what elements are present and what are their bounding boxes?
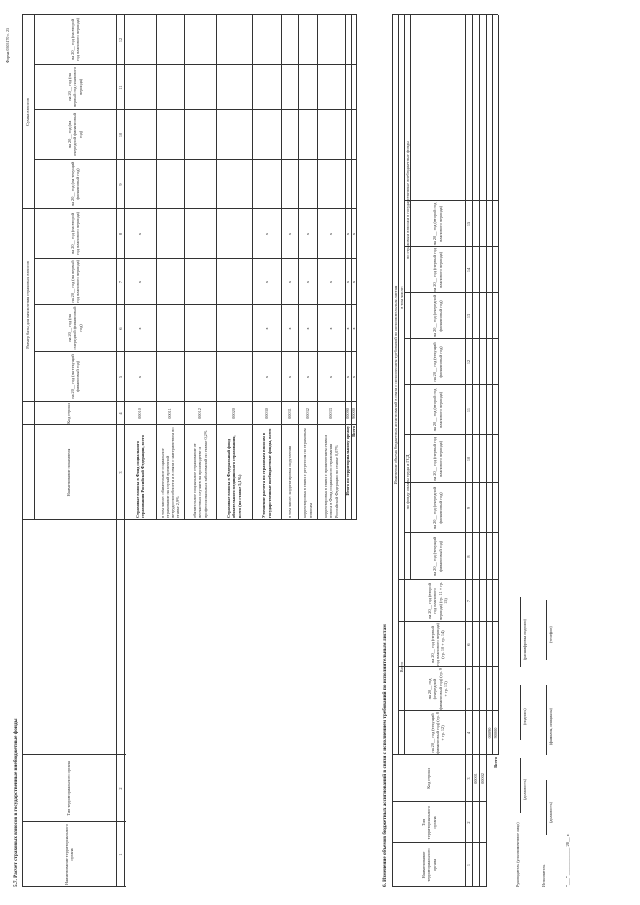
col-number: 8 (117, 232, 123, 236)
col-number: 11 (466, 407, 472, 413)
row-code: 00090 (487, 727, 492, 739)
row-name: обязательное социальное страхование от несчастных случаев на производстве и профессиональных заболеваний по ставке 0,2% (192, 430, 208, 518)
col-number: 12 (117, 37, 123, 43)
row-code: 00012 (197, 408, 203, 419)
col-number: 6 (466, 643, 472, 646)
row-code: 00002 (480, 773, 486, 784)
col-indicator-header: Наименование показателя (66, 448, 72, 497)
sum-year-1: на 20__ год (на текущий финансовый год) (69, 161, 80, 207)
row-name: в том числе: корректировка округления (286, 446, 292, 518)
col-number: 6 (117, 327, 123, 330)
col-number: 2 (117, 787, 123, 790)
x-cell: x (345, 327, 351, 330)
x-cell: x (286, 327, 292, 330)
col-org-type-header: Тип территориального органа (66, 761, 72, 816)
col-number: 15 (466, 221, 472, 227)
row-code: 00031 (286, 408, 292, 419)
total-year-4: на 20__ год (второй год планового периода) (гр. 11 + гр. 15) (427, 581, 448, 621)
executor-fio-caption: (фамилия, инициалы) (548, 708, 553, 745)
x-cell: x (137, 375, 143, 379)
row-code: 00010 (137, 408, 143, 419)
x-cell: x (286, 232, 292, 236)
col-number: 8 (466, 555, 472, 558)
col-number: 1 (117, 853, 123, 856)
row-code: 90000 (493, 727, 498, 739)
payroll-year-1: на 20__ год (текущий финансовый год) (432, 536, 443, 577)
insurance-header: по страховым взносам в государственные внебюджетные фонды (405, 140, 410, 260)
form-label: Форма 0505170 с. 25 (5, 27, 10, 63)
payroll-year-3: на 20__ год (первый год планового периода) (432, 437, 443, 481)
x-cell: x (263, 327, 269, 330)
total-year-3: на 20__ год (первый год планового периода) (гр. 10 + гр. 14) (429, 623, 446, 666)
row-name: Итого по территориальному органу (345, 426, 351, 496)
payroll-header: по фонду оплаты труда и ГСД (405, 454, 410, 510)
position-caption: (должность) (522, 779, 527, 800)
col-org-name-header: Наименование территориального органа (63, 824, 74, 885)
col-number: 5 (466, 687, 472, 691)
col-base-header: Размер базы для начисления страховых взносов (25, 261, 31, 349)
col-code-header: Код строки (66, 403, 72, 424)
col-number: 13 (466, 313, 472, 319)
executor-label: Исполнитель (541, 864, 546, 887)
signature-caption: (подпись) (522, 708, 527, 725)
col-number: 3 (466, 777, 472, 780)
row-code: 00020 (231, 408, 237, 419)
head-label: Руководитель (уполномоченное лицо) (515, 822, 520, 887)
sum-year-3: на 20__ год (на первый год планового периода) (67, 66, 83, 108)
x-cell: x (328, 327, 334, 330)
x-cell: x (345, 232, 351, 236)
x-cell: x (304, 375, 310, 379)
phone-caption: (телефон) (548, 626, 553, 643)
row-name: Страховые взносы в Фонд социального страхования Российской Федерации, всего (134, 435, 145, 518)
col-number: 9 (117, 183, 123, 186)
row-code: 00090 (345, 408, 351, 419)
payroll-year-4: на 20__ год (второй год планового периода) (432, 388, 443, 432)
col-number: 14 (466, 267, 472, 273)
col-number: 5 (117, 375, 123, 379)
row-code: 90000 (351, 408, 356, 419)
col-number: 11 (117, 85, 123, 90)
base-year-1: на 20__ год (на текущий финансовый год) (69, 354, 80, 399)
total-year-1: на 20__ год (текущий финансовый год) (гр. 8 + гр. 12) (429, 712, 446, 754)
base-year-3: на 20__ год (на первый год планового периода) (69, 260, 80, 303)
total-header: Всего (399, 661, 404, 673)
row-code: 00033 (328, 408, 334, 419)
x-cell: x (304, 280, 310, 284)
sum-year-2: на 20__ год (на очередной финансовый год) (67, 113, 83, 156)
x-cell: x (328, 232, 334, 236)
x-cell: x (304, 232, 310, 236)
col-code-header: Код строки (426, 768, 432, 789)
executor-position-caption: (должность) (548, 802, 553, 823)
x-cell: x (351, 232, 356, 236)
col-org-name-header: Наименование территориального органа (421, 848, 437, 882)
row-name: в том числе: обязательное социальное страхование на случай временной нетрудоспособности и в связи с материнством по ставке 2,9% (159, 427, 181, 518)
total-year-2: на 20__ год (очередной финансовый год) (гр. 9 + гр. 13) (427, 668, 448, 710)
including-header: в том числе: (399, 286, 404, 309)
x-cell: x (328, 280, 334, 284)
base-year-2: на 20__ год (на очередной финансовый год) (67, 306, 83, 350)
col-number: 12 (466, 359, 472, 365)
change-header: Изменение объема бюджетных ассигнований в связи с исполнением требований по исполнительным листам (393, 285, 398, 485)
row-name: Уточнение расчета по страховым взносам в государственные внебюджетные фонды, всего (261, 428, 272, 518)
row-code: 00011 (167, 408, 173, 419)
name-caption: (расшифровка подписи) (522, 619, 527, 660)
x-cell: x (351, 375, 356, 379)
sum-year-4: на 20__ год (на второй год планового периода) (69, 18, 80, 61)
x-cell: x (345, 375, 351, 379)
col-number: 4 (466, 731, 472, 735)
col-number: 1 (466, 863, 472, 867)
x-cell: x (137, 232, 143, 236)
row-name: Всего (351, 426, 356, 437)
row-code: 00001 (473, 773, 479, 784)
x-cell: x (137, 280, 143, 284)
base-year-4: на 20__ год (на второй год планового периода) (69, 212, 80, 255)
date-line: "___" ____________ 20__ г. (565, 833, 570, 887)
insurance-year-2: на 20__ год (очередной финансовый год) (432, 294, 443, 338)
insurance-year-3: на 20__ год (первый год планового периода) (432, 248, 443, 292)
col-number: 7 (466, 599, 472, 603)
section-57-title: 5.7. Расчет страховых взносов в государственные внебюджетные фонды (13, 718, 19, 887)
col-org-type-header: Тип территориального органа (421, 805, 437, 840)
row-code: 00032 (304, 408, 310, 419)
insurance-year-1: на 20__ год (текущий финансовый год) (432, 342, 443, 382)
x-cell: x (351, 327, 356, 330)
x-cell: x (328, 375, 334, 379)
col-number: 10 (466, 456, 472, 462)
col-number: 7 (117, 280, 123, 284)
total-row-label: Всего (493, 757, 498, 768)
row-name: корректировка в связи с регрессом по страховым взносам (302, 428, 313, 518)
col-number: 2 (466, 821, 472, 824)
col-number: 9 (466, 506, 472, 510)
x-cell: x (286, 375, 292, 379)
row-name: Страховые взносы в Федеральный фонд обязательного медицинского страхования, всего (по ставке 5,1%) (226, 435, 242, 518)
col-sum-header: Сумма взносов (25, 98, 31, 126)
col-number: 10 (117, 132, 123, 138)
x-cell: x (286, 280, 292, 284)
row-name: корректировка в связи с применением ставки взноса в Фонд социального страхования Российской Федерации по ставке 0,07% (323, 435, 339, 518)
col-number: 4 (117, 412, 123, 415)
x-cell: x (345, 280, 351, 284)
x-cell: x (304, 327, 310, 330)
payroll-year-2: на 20__ год (очередной финансовый год) (432, 486, 443, 530)
x-cell: x (263, 280, 269, 284)
x-cell: x (263, 232, 269, 236)
col-number: 3 (117, 471, 123, 474)
x-cell: x (263, 375, 269, 379)
x-cell: x (351, 280, 356, 284)
section-6-title: 6. Изменение объемов бюджетных ассигнований в связи с исполнением требований по исполнительным листам (382, 624, 388, 887)
row-code: 00030 (263, 408, 269, 419)
x-cell: x (137, 327, 143, 330)
insurance-year-4: на 20__ год (второй год планового периода) (432, 202, 443, 246)
